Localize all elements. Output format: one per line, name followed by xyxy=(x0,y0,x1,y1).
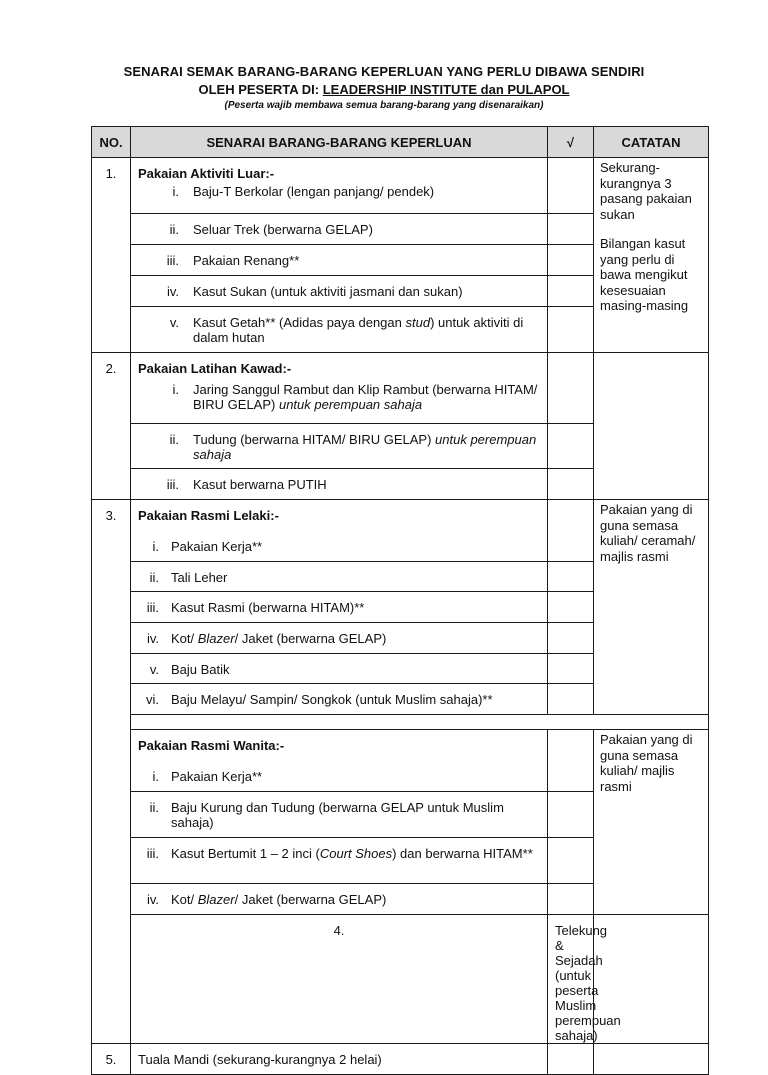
list-item xyxy=(131,792,548,838)
col-header-notes: CATATAN xyxy=(594,127,709,158)
checkbox-cell[interactable] xyxy=(548,214,594,245)
item-number: i. xyxy=(152,769,159,784)
item-text-part: ) dan berwarna HITAM** xyxy=(392,846,533,861)
table-row xyxy=(92,1044,709,1075)
checkbox-cell[interactable] xyxy=(548,276,594,307)
item-number: iv. xyxy=(146,892,159,907)
item-number: ii. xyxy=(149,570,159,585)
item-text xyxy=(171,892,543,907)
list-item: Tuala Mandi (sekurang-kurangnya 2 helai) xyxy=(131,1044,548,1075)
list-item xyxy=(131,245,548,276)
table-row xyxy=(92,500,709,562)
table-row xyxy=(92,158,709,214)
table-row xyxy=(92,915,709,1044)
notes-cell xyxy=(594,353,709,500)
item-text-italic: Blazer xyxy=(197,892,235,907)
item-text-part: / Jaket (berwarna GELAP) xyxy=(234,892,387,907)
row-number: 2. xyxy=(92,353,131,500)
list-item xyxy=(131,276,548,307)
item-number: v. xyxy=(149,662,159,677)
checkbox-cell[interactable] xyxy=(548,469,594,500)
subtitle-venue: LEADERSHIP INSTITUTE dan PULAPOL xyxy=(322,82,570,97)
checkbox-cell[interactable] xyxy=(548,500,594,562)
table-row xyxy=(92,730,709,792)
doc-note: (Peserta wajib membawa semua barang-barang yang disenaraikan) xyxy=(224,100,544,111)
item-text-part: Jaring Sanggul Rambut dan Klip Rambut (berwarna HITAM/ BIRU GELAP) xyxy=(193,382,538,412)
checkbox-cell[interactable] xyxy=(548,623,594,654)
item-number: i. xyxy=(152,539,159,554)
item-text-part: Tudung (berwarna HITAM/ BIRU GELAP) xyxy=(193,432,436,447)
doc-title: SENARAI SEMAK BARANG-BARANG KEPERLUAN YANG PERLU DIBAWA SENDIRI xyxy=(123,64,645,79)
checkbox-cell[interactable] xyxy=(548,562,594,592)
checkbox-cell[interactable] xyxy=(548,684,594,715)
notes-cell xyxy=(594,730,709,915)
item-text: Tali Leher xyxy=(171,570,228,585)
item-number: v. xyxy=(169,315,179,330)
list-item xyxy=(131,654,548,684)
item-text-italic: Blazer xyxy=(197,631,235,646)
item-text: Baju Kurung dan Tudung (berwarna GELAP untuk Muslim sahaja) xyxy=(171,800,504,830)
item-text: Kasut Sukan (untuk aktiviti jasmani dan sukan) xyxy=(193,284,463,299)
item-number: iii. xyxy=(166,253,179,268)
list-item xyxy=(131,158,548,214)
list-item xyxy=(131,424,548,469)
item-text: Baju Batik xyxy=(171,662,230,677)
item-text: Baju Melayu/ Sampin/ Songkok (untuk Muslim sahaja)** xyxy=(171,692,493,707)
checkbox-cell[interactable] xyxy=(548,245,594,276)
item-number: iv. xyxy=(146,631,159,646)
col-header-no: NO. xyxy=(92,127,131,158)
item-text-part: Kasut Bertumit 1 – 2 inci ( xyxy=(171,846,320,861)
checkbox-cell[interactable] xyxy=(548,353,594,424)
notes-cell xyxy=(594,1044,709,1075)
item-text-part: Kot/ xyxy=(171,631,198,646)
item-text: Baju-T Berkolar (lengan panjang/ pendek) xyxy=(193,184,435,199)
item-number: vi. xyxy=(146,692,159,707)
item-text-part: Kot/ xyxy=(171,892,198,907)
table-header-row xyxy=(92,127,709,158)
item-text-part: Kasut Getah** (Adidas paya dengan xyxy=(193,315,406,330)
notes-cell xyxy=(594,500,709,715)
checkbox-cell[interactable] xyxy=(548,792,594,838)
section-title: Pakaian Aktiviti Luar:- xyxy=(138,166,275,181)
checkbox-cell[interactable] xyxy=(548,730,594,792)
item-text: Kasut Rasmi (berwarna HITAM)** xyxy=(171,600,365,615)
list-item xyxy=(131,592,548,623)
checklist-table xyxy=(91,126,709,1075)
checkbox-cell[interactable] xyxy=(548,654,594,684)
row-number: 4. xyxy=(131,915,548,1044)
item-text-italic: untuk perempuan sahaja xyxy=(278,397,423,412)
list-item xyxy=(131,500,548,562)
list-item xyxy=(131,307,548,353)
item-number: iv. xyxy=(166,284,179,299)
item-text-part: / Jaket (berwarna GELAP) xyxy=(234,631,387,646)
item-number: ii. xyxy=(169,222,179,237)
list-item xyxy=(131,353,548,424)
checkbox-cell[interactable] xyxy=(594,915,709,1044)
note-text: Pakaian yang di guna semasa kuliah/ majlis rasmi xyxy=(600,732,693,794)
list-item xyxy=(131,469,548,500)
checkbox-cell[interactable] xyxy=(548,307,594,353)
row-number: 5. xyxy=(92,1044,131,1075)
list-item xyxy=(131,730,548,792)
item-text: Seluar Trek (berwarna GELAP) xyxy=(193,222,373,237)
checkbox-cell[interactable] xyxy=(548,424,594,469)
col-header-items: SENARAI BARANG-BARANG KEPERLUAN xyxy=(131,127,548,158)
item-number: i. xyxy=(172,184,179,199)
checkbox-cell[interactable] xyxy=(548,884,594,915)
section-title: Pakaian Rasmi Wanita:- xyxy=(138,738,285,753)
item-text: Pakaian Kerja** xyxy=(171,769,263,784)
item-number: iii. xyxy=(146,600,159,615)
item-number: ii. xyxy=(169,432,179,447)
subtitle-prefix: OLEH PESERTA DI: xyxy=(198,82,323,97)
col-header-check: √ xyxy=(548,127,594,158)
item-text-part: ) untuk aktiviti di dalam hutan xyxy=(193,315,524,345)
checkbox-cell[interactable] xyxy=(548,158,594,214)
item-text-italic: Court Shoes xyxy=(319,846,393,861)
item-number: iii. xyxy=(146,846,159,861)
list-item xyxy=(131,214,548,245)
list-item xyxy=(131,838,548,884)
spacer-row xyxy=(92,715,709,730)
checkbox-cell[interactable] xyxy=(548,1044,594,1075)
item-number: i. xyxy=(172,382,179,397)
item-text: Kasut berwarna PUTIH xyxy=(193,477,327,492)
item-text xyxy=(171,631,543,646)
item-text-italic: stud xyxy=(405,315,431,330)
item-number: iii. xyxy=(166,477,179,492)
note-text: Pakaian yang di guna semasa kuliah/ ceramah/ majlis rasmi xyxy=(600,502,696,564)
table-row xyxy=(92,353,709,424)
item-text xyxy=(193,382,543,412)
checkbox-cell[interactable] xyxy=(548,592,594,623)
row-number: 1. xyxy=(92,158,131,353)
list-item xyxy=(131,623,548,654)
item-text-italic: untuk perempuan sahaja xyxy=(193,432,537,462)
list-item xyxy=(131,684,548,715)
item-text xyxy=(171,846,543,861)
note-text: Sekurang-kurangnya 3 pasang pakaian sukan xyxy=(600,160,692,222)
section-title: Pakaian Latihan Kawad:- xyxy=(138,361,292,376)
item-text xyxy=(193,432,543,462)
list-item xyxy=(131,884,548,915)
row-number: 3. xyxy=(92,500,131,1044)
item-text: Pakaian Kerja** xyxy=(171,539,263,554)
doc-subtitle xyxy=(0,82,768,97)
notes-cell xyxy=(594,158,709,353)
checkbox-cell[interactable] xyxy=(548,838,594,884)
item-text xyxy=(193,315,543,345)
spacer-cell xyxy=(131,715,709,730)
note-text: Bilangan kasut yang perlu di bawa mengikut kesesuaian masing-masing xyxy=(600,236,689,313)
item-number: ii. xyxy=(149,800,159,815)
item-text: Pakaian Renang** xyxy=(193,253,300,268)
list-item xyxy=(131,562,548,592)
section-title: Pakaian Rasmi Lelaki:- xyxy=(138,508,279,523)
list-item: Telekung & Sejadah (untuk peserta Muslim perempuan sahaja) xyxy=(548,915,594,1044)
